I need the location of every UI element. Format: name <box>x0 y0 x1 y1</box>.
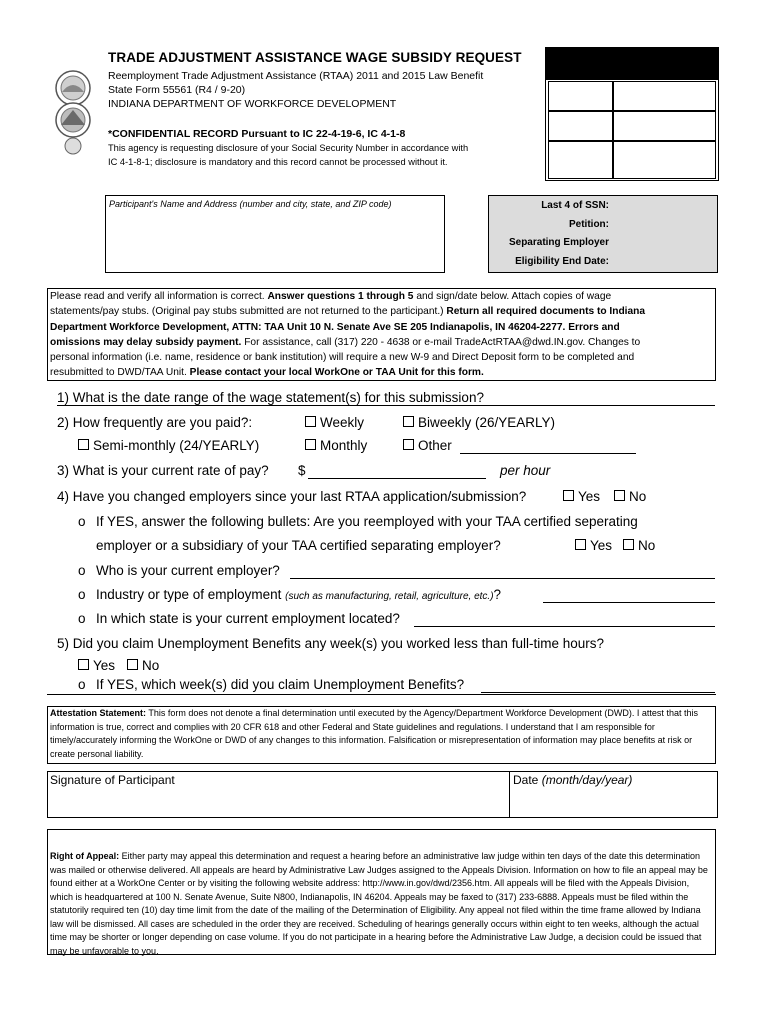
instructions-text: statements/pay stubs. (Original pay stubs submitted are not returned to the participant.) <box>50 306 447 318</box>
question-3: 3) What is your current rate of pay? <box>57 463 269 478</box>
pay-rate-input-line[interactable] <box>308 478 486 479</box>
instructions-text: resubmitted to DWD/TAA Unit. <box>50 367 190 379</box>
department-name: INDIANA DEPARTMENT OF WORKFORCE DEVELOPMENT <box>108 98 397 110</box>
instructions-text: and sign/date below. Attach copies of wage <box>413 291 612 302</box>
participant-signature-field[interactable] <box>48 772 510 817</box>
right-of-appeal-box <box>47 829 716 955</box>
date-format-hint: (month/day/year) <box>541 773 633 787</box>
option-monthly-label: Monthly <box>320 438 368 453</box>
q4a-yes-label: Yes <box>590 538 613 553</box>
state-seal <box>48 70 98 156</box>
other-input-line[interactable] <box>460 453 636 454</box>
date-label: Date <box>513 773 539 787</box>
instructions-bold: Answer questions 1 through 5 <box>267 291 414 302</box>
question-4c <box>96 587 501 602</box>
bullet-marker: o <box>78 611 86 626</box>
question-1: 1) What is the date range of the wage statement(s) for this submission? <box>57 390 484 405</box>
form-number: State Form 55561 (R4 / 9-20) <box>108 84 246 96</box>
monthly-checkbox[interactable] <box>305 439 316 450</box>
form-title: TRADE ADJUSTMENT ASSISTANCE WAGE SUBSIDY REQUEST <box>108 50 522 65</box>
section-divider <box>47 694 716 695</box>
q4a-yes-checkbox[interactable] <box>575 539 586 550</box>
instructions-box <box>47 288 716 381</box>
attestation-label: Attestation Statement: <box>50 708 147 718</box>
instructions-text: For assistance, call (317) 220 - 4638 or e-mail TradeActRTAA@dwd.IN.gov. Changes to <box>241 336 641 348</box>
instructions-bold: omissions may delay subsidy payment. <box>50 336 242 348</box>
q4-no-label: No <box>629 489 647 504</box>
question-2: 2) How frequently are you paid?: <box>57 415 253 430</box>
office-use-cell[interactable] <box>548 81 613 111</box>
attestation-box <box>47 706 716 764</box>
petition-label: Petition: <box>569 219 609 230</box>
question-4c-end: ? <box>493 587 502 602</box>
q5-yes-checkbox[interactable] <box>78 659 89 670</box>
question-4b: Who is your current employer? <box>96 563 280 578</box>
option-other[interactable] <box>403 438 452 453</box>
option-other-label: Other <box>418 438 452 453</box>
participant-address-field[interactable] <box>105 195 445 273</box>
q5-yes-option[interactable] <box>78 658 115 673</box>
question-4a: If YES, answer the following bullets: Are you reemployed with your TAA certified seperating <box>96 514 638 529</box>
instructions-bold: Department Workforce Development, ATTN: TAA Unit 10 N. Senate Ave SE 205 Indianapolis, IN 46204-2277. Errors and <box>50 321 620 333</box>
question-4: 4) Have you changed employers since your last RTAA application/submission? <box>57 489 527 504</box>
q4a-no-label: No <box>638 538 656 553</box>
question-4c-label: Industry or type of employment <box>96 587 282 602</box>
case-info-box <box>488 195 718 273</box>
ssn-notice-line2: IC 4-1-8-1; disclosure is mandatory and this record cannot be processed without it. <box>108 157 448 167</box>
office-use-cell[interactable] <box>613 111 716 141</box>
semimonthly-checkbox[interactable] <box>78 439 89 450</box>
signature-label: Signature of Participant <box>50 773 175 787</box>
option-biweekly-label: Biweekly (26/YEARLY) <box>418 415 556 430</box>
q4a-no-checkbox[interactable] <box>623 539 634 550</box>
q4-yes-checkbox[interactable] <box>563 490 574 501</box>
instructions-text: personal information (i.e. name, residence or bank institution) will require a new W-9 and Direct Deposit form to be completed and <box>50 352 635 364</box>
question-5a: If YES, which week(s) did you claim Unemployment Benefits? <box>96 677 465 692</box>
q5-no-option[interactable] <box>127 658 159 673</box>
confidential-notice: *CONFIDENTIAL RECORD Pursuant to IC 22-4-19-6, IC 4-1-8 <box>108 128 406 140</box>
question-4c-hint: (such as manufacturing, retail, agriculture, etc.) <box>285 591 494 602</box>
option-semimonthly[interactable] <box>78 438 259 453</box>
ub-weeks-input-line[interactable] <box>481 692 715 693</box>
question-4a-cont: employer or a subsidiary of your TAA certified separating employer? <box>96 538 501 553</box>
biweekly-checkbox[interactable] <box>403 416 414 427</box>
option-semimonthly-label: Semi-monthly (24/YEARLY) <box>93 438 260 453</box>
q5-no-label: No <box>142 658 160 673</box>
appeal-text: Either party may appeal this determination and request a hearing before an administrative law judge within ten days of the date this determination was mailed or otherwise delivered. All appeals are heard by Administrative Law Judges assigned to the Appeals Division. Information on how to file an appeal may be found either at a WorkOne Center or by visiting the following website address: http://www.in.gov/dwd/2356.htm. All appeals will be filed with the Appeals Division, which is headquartered at 100 N. Senate Avenue, Suite N800, Indianapolis, IN 46204. Appeals may be faxed to (317) 233-6888. Appeals must be filed within the statutorily required ten (10) day time limit from the date of the mailing of the Determination of Eligibility. Any appeal not filed within the time frame allowed by Indiana law will be dismissed. All cases are scheduled in the order they are received. Scheduling of hearings generally occurs within eight to ten weeks, although the actual time may be shorter or longer depending on case volume. If you do not participate in a hearing before the Administrative Law Judge, a decision could be issued that may be unfavorable to you. <box>50 851 708 956</box>
office-use-header <box>546 48 718 80</box>
question-4d: In which state is your current employment located? <box>96 611 400 626</box>
q4a-yes-option[interactable] <box>575 538 612 553</box>
other-checkbox[interactable] <box>403 439 414 450</box>
q4a-no-option[interactable] <box>623 538 655 553</box>
currency-symbol: $ <box>298 463 306 478</box>
office-use-cell[interactable] <box>613 81 716 111</box>
q4-no-option[interactable] <box>614 489 646 504</box>
ssn-label: Last 4 of SSN: <box>541 200 609 211</box>
participant-address-label: Participant's Name and Address (number and city, state, and ZIP code) <box>109 199 392 209</box>
office-use-box <box>545 47 719 181</box>
signature-section <box>47 771 718 818</box>
q5-yes-label: Yes <box>93 658 116 673</box>
bullet-marker: o <box>78 587 86 602</box>
option-biweekly[interactable] <box>403 415 555 430</box>
bullet-marker: o <box>78 677 86 692</box>
instructions-bold: Return all required documents to Indiana <box>446 306 646 318</box>
form-subtitle: Reemployment Trade Adjustment Assistance (RTAA) 2011 and 2015 Law Benefit <box>108 70 484 82</box>
question-5: 5) Did you claim Unemployment Benefits any week(s) you worked less than full-time hours? <box>57 636 604 651</box>
question-1-underline <box>57 405 715 406</box>
q4-no-checkbox[interactable] <box>614 490 625 501</box>
office-use-cell[interactable] <box>548 111 613 141</box>
eligibility-end-date-label: Eligibility End Date: <box>515 256 609 267</box>
instructions-text: Please read and verify all information is correct. <box>50 291 268 302</box>
current-employer-input-line[interactable] <box>290 578 715 579</box>
q4-yes-label: Yes <box>578 489 601 504</box>
q4-yes-option[interactable] <box>563 489 600 504</box>
appeal-label: Right of Appeal: <box>50 851 120 861</box>
industry-input-line[interactable] <box>543 602 715 603</box>
per-hour-label: per hour <box>500 463 551 478</box>
option-weekly[interactable] <box>305 415 364 430</box>
state-input-line[interactable] <box>414 626 715 627</box>
option-monthly[interactable] <box>305 438 367 453</box>
separating-employer-label: Separating Employer <box>508 237 609 248</box>
date-field[interactable] <box>511 772 634 788</box>
q5-no-checkbox[interactable] <box>127 659 138 670</box>
office-use-cell[interactable] <box>613 141 716 179</box>
attestation-text: This form does not denote a final determination until executed by the Agency/Department Workforce Development (DWD). I attest that this information is true, correct and complies with 20 CFR 618 and other Federal and State guidelines and regulations. I understand that I am responsible for timely/accurately informing the WorkOne or DWD of any changes to this information. Falsification or misrepresentation of information may place benefits at risk or create personal liability. <box>50 708 698 759</box>
bullet-marker: o <box>78 514 86 529</box>
ssn-notice-line1: This agency is requesting disclosure of your Social Security Number in accordance with <box>108 143 469 153</box>
bullet-marker: o <box>78 563 86 578</box>
instructions-bold: Please contact your local WorkOne or TAA Unit for this form. <box>189 367 484 379</box>
weekly-checkbox[interactable] <box>305 416 316 427</box>
option-weekly-label: Weekly <box>320 415 365 430</box>
office-use-cell[interactable] <box>548 141 613 179</box>
